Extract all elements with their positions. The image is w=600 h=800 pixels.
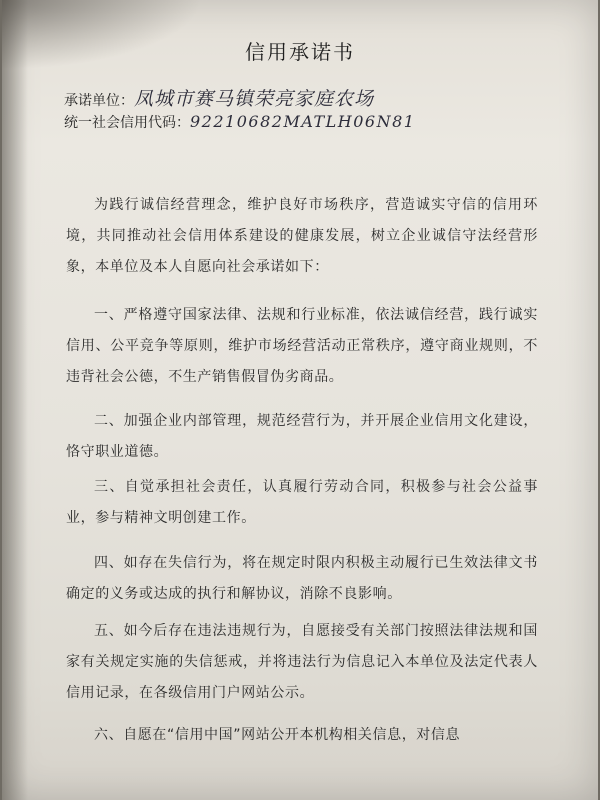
commitment-paragraph-6: 六、自愿在“信用中国”网站公开本机构相关信息，对信息: [94, 727, 461, 743]
credit-code-label: 统一社会信用代码：: [64, 115, 190, 131]
unit-field: [64, 84, 374, 111]
credit-code-handwritten-value: 92210682MATLH06N81: [190, 112, 416, 131]
unit-label: 承诺单位：: [64, 93, 134, 109]
credit-code-field: [64, 112, 415, 132]
page-shadow: [2, 0, 28, 800]
commitment-paragraph-5: 五、如今后存在违法违规行为，自愿接受有关部门按照法律法规和国家有关规定实施的失信惩戒，并将违法行为信息记入本单位及法定代表人信用记录，在各级信用门户网站公示。: [66, 623, 538, 701]
document-title: 信用承诺书: [245, 40, 355, 64]
commitment-paragraph-3: 三、自觉承担社会责任，认真履行劳动合同，积极参与社会公益事业，参与精神文明创建工作。: [66, 479, 538, 526]
document-sheet: [2, 0, 598, 800]
intro-paragraph: 为践行诚信经营理念，维护良好市场秩序，营造诚实守信的信用环境，共同推动社会信用体系建设的健康发展，树立企业诚信守法经营形象，本单位及本人自愿向社会承诺如下：: [66, 197, 538, 275]
unit-handwritten-value: 凤城市赛马镇荣亮家庭农场: [134, 88, 375, 110]
commitment-paragraph-1: 一、严格遵守国家法律、法规和行业标准，依法诚信经营，践行诚实信用、公平竞争等原则，维护市场经营活动正常秩序，遵守商业规则，不违背社会公德，不生产销售假冒伪劣商品。: [66, 307, 538, 385]
commitment-paragraph-4: 四、如存在失信行为，将在规定时限内积极主动履行已生效法律文书确定的义务或达成的执行和解协议，消除不良影响。: [66, 555, 538, 602]
commitment-paragraph-2: 二、加强企业内部管理，规范经营行为，并开展企业信用文化建设，恪守职业道德。: [66, 413, 538, 460]
